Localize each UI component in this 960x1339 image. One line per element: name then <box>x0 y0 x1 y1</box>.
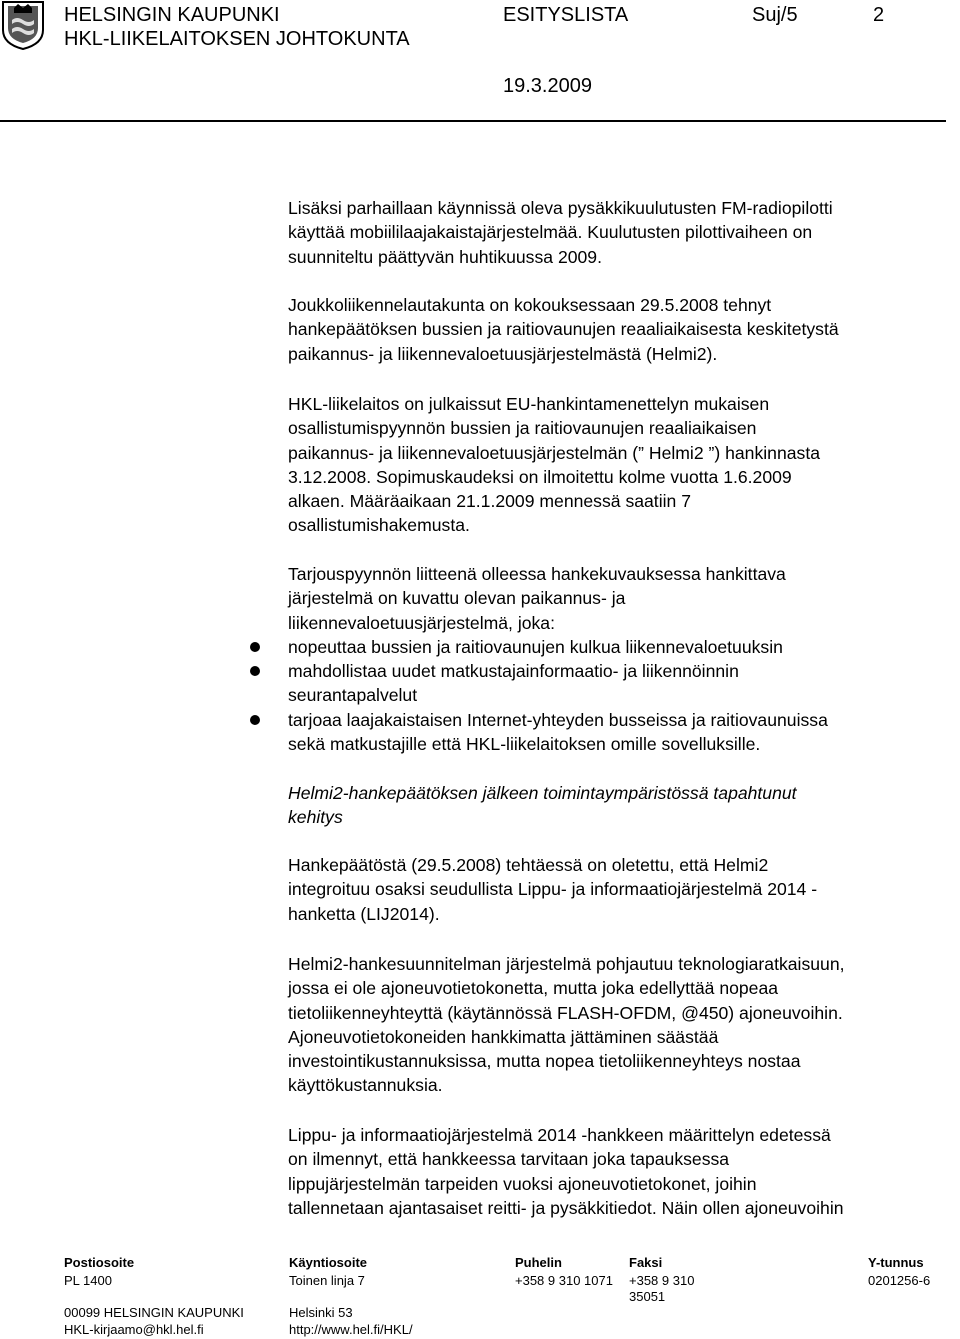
text-line: investointikustannuksissa, mutta nopea tietoliikenneyhteys nostaa <box>288 1051 801 1072</box>
text-line: käyttää mobiililaajakaistajärjestelmää. Kuulutusten pilottivaiheen on <box>288 222 813 243</box>
text-line: suunniteltu päättyvän huhtikuussa 2009. <box>288 246 602 267</box>
org-name: HELSINGIN KAUPUNKI <box>64 4 280 26</box>
footer-fax-ext: 35051 <box>629 1289 666 1304</box>
paragraph-fm-pilot <box>288 196 958 269</box>
item-reference: Suj/5 <box>752 4 798 26</box>
footer-phone: +358 9 310 1071 <box>515 1273 613 1288</box>
paragraph-description <box>288 562 958 635</box>
text-line: hanketta (LIJ2014). <box>288 903 440 924</box>
footer-postal-city: 00099 HELSINGIN KAUPUNKI <box>64 1305 244 1320</box>
section-heading <box>288 781 958 830</box>
text-line: integroituu osaksi seudullista Lippu- ja informaatiojärjestelmä 2014 - <box>288 879 818 900</box>
footer-label-visit: Käyntiosoite <box>289 1255 368 1270</box>
text-line: tallennetaan ajantasaiset reitti- ja pysäkkitiedot. Näin ollen ajoneuvoihin <box>288 1197 844 1218</box>
text-line: 3.12.2008. Sopimuskaudeksi on ilmoitettu kolme vuotta 1.6.2009 <box>288 466 792 487</box>
paragraph-decision <box>288 293 958 366</box>
text-line: hankepäätöksen bussien ja raitiovaunujen reaaliaikaisesta keskitetystä <box>288 319 839 340</box>
org-department: HKL-LIIKELAITOKSEN JOHTOKUNTA <box>64 28 410 50</box>
text-line: mahdollistaa uudet matkustajainformaatio- ja liikennöinnin <box>288 661 739 681</box>
text-line: Lippu- ja informaatiojärjestelmä 2014 -hankkeen määrittelyn edetessä <box>288 1125 831 1145</box>
text-line: Joukkoliikennelautakunta on kokouksessaan 29.5.2008 tehnyt <box>288 295 772 315</box>
paragraph-specification <box>288 1123 958 1220</box>
paragraph-lij2014 <box>288 853 958 926</box>
text-line: paikannus- ja liikennevaloetuusjärjestelmän (” Helmi2 ”) hankinnasta <box>288 442 820 463</box>
text-line: käyttökustannuksia. <box>288 1075 443 1096</box>
text-line: tarjoaa laajakaistaisen Internet-yhteyden busseissa ja raitiovaunuissa <box>288 710 828 730</box>
text-line: Helmi2-hankesuunnitelman järjestelmä pohjautuu teknologiaratkaisuun, <box>288 954 845 974</box>
text-line: sekä matkustajille että HKL-liikelaitoksen omille sovelluksille. <box>288 734 761 755</box>
text-line: Helmi2-hankepäätöksen jälkeen toimintaympäristössä tapahtunut <box>288 783 797 803</box>
city-crest-logo <box>0 0 46 50</box>
footer-street: Toinen linja 7 <box>289 1273 365 1288</box>
footer-label-phone: Puhelin <box>515 1255 562 1270</box>
footer-ytunnus: 0201256-6 <box>868 1273 931 1288</box>
text-line: Ajoneuvotietokoneiden hankkimatta jättäminen säästää <box>288 1026 719 1047</box>
text-line: HKL-liikelaitos on julkaissut EU-hankintamenettelyn mukaisen <box>288 394 770 414</box>
footer-fax: +358 9 310 <box>629 1273 695 1288</box>
text-line: Lisäksi parhaillaan käynnissä oleva pysäkkikuulutusten FM-radiopilotti <box>288 198 833 218</box>
footer-label-postal: Postiosoite <box>64 1255 135 1270</box>
footer-postal-box: PL 1400 <box>64 1273 112 1288</box>
text-line: seurantapalvelut <box>288 685 418 706</box>
footer-label-fax: Faksi <box>629 1255 663 1270</box>
meeting-date: 19.3.2009 <box>503 75 592 97</box>
footer-email-link[interactable]: HKL-kirjaamo@hkl.hel.fi <box>64 1322 204 1337</box>
text-line: kehitys <box>288 807 343 828</box>
text-line: Hankepäätöstä (29.5.2008) tehtäessä on oletettu, että Helmi2 <box>288 855 769 875</box>
text-line: lippujärjestelmän tarpeiden vuoksi ajoneuvotietokonet, joihin <box>288 1173 757 1194</box>
list-item <box>288 659 958 708</box>
text-line: on ilmennyt, että hankkeessa tarvitaan joka tapauksessa <box>288 1149 730 1170</box>
page-number: 2 <box>873 4 885 26</box>
header-divider <box>0 120 946 122</box>
bullet-icon <box>250 715 260 725</box>
text-line: Tarjouspyynnön liitteenä olleessa hankekuvauksessa hankittava <box>288 564 786 584</box>
bullet-icon <box>250 666 260 676</box>
text-line: liikennevaloetuusjärjestelmä, joka: <box>288 612 555 633</box>
text-line: osallistumispyynnön bussien ja raitiovaunujen reaaliaikaisen <box>288 418 757 439</box>
text-line: tietoliikenneyhteyttä (käytännössä FLASH-OFDM, @450) ajoneuvoihin. <box>288 1002 843 1023</box>
document-type: ESITYSLISTA <box>503 4 629 26</box>
paragraph-procurement <box>288 392 958 538</box>
text-line: osallistumishakemusta. <box>288 515 470 536</box>
list-item <box>288 708 958 757</box>
footer-city: Helsinki 53 <box>289 1305 353 1320</box>
footer-website-link[interactable]: http://www.hel.fi/HKL/ <box>289 1322 413 1337</box>
text-line: nopeuttaa bussien ja raitiovaunujen kulkua liikennevaloetuuksin <box>288 637 783 657</box>
text-line: paikannus- ja liikennevaloetuusjärjestelmästä (Helmi2). <box>288 343 718 364</box>
paragraph-technology <box>288 952 958 1098</box>
text-line: jossa ei ole ajoneuvotietokonetta, mutta joka edellyttää nopeaa <box>288 978 779 999</box>
text-line: alkaen. Määräaikaan 21.1.2009 mennessä saatiin 7 <box>288 491 691 512</box>
text-line: järjestelmä on kuvattu olevan paikannus- ja <box>288 588 626 609</box>
bullet-icon <box>250 642 260 652</box>
list-item <box>288 635 958 659</box>
footer-label-ytunnus: Y-tunnus <box>868 1255 924 1270</box>
